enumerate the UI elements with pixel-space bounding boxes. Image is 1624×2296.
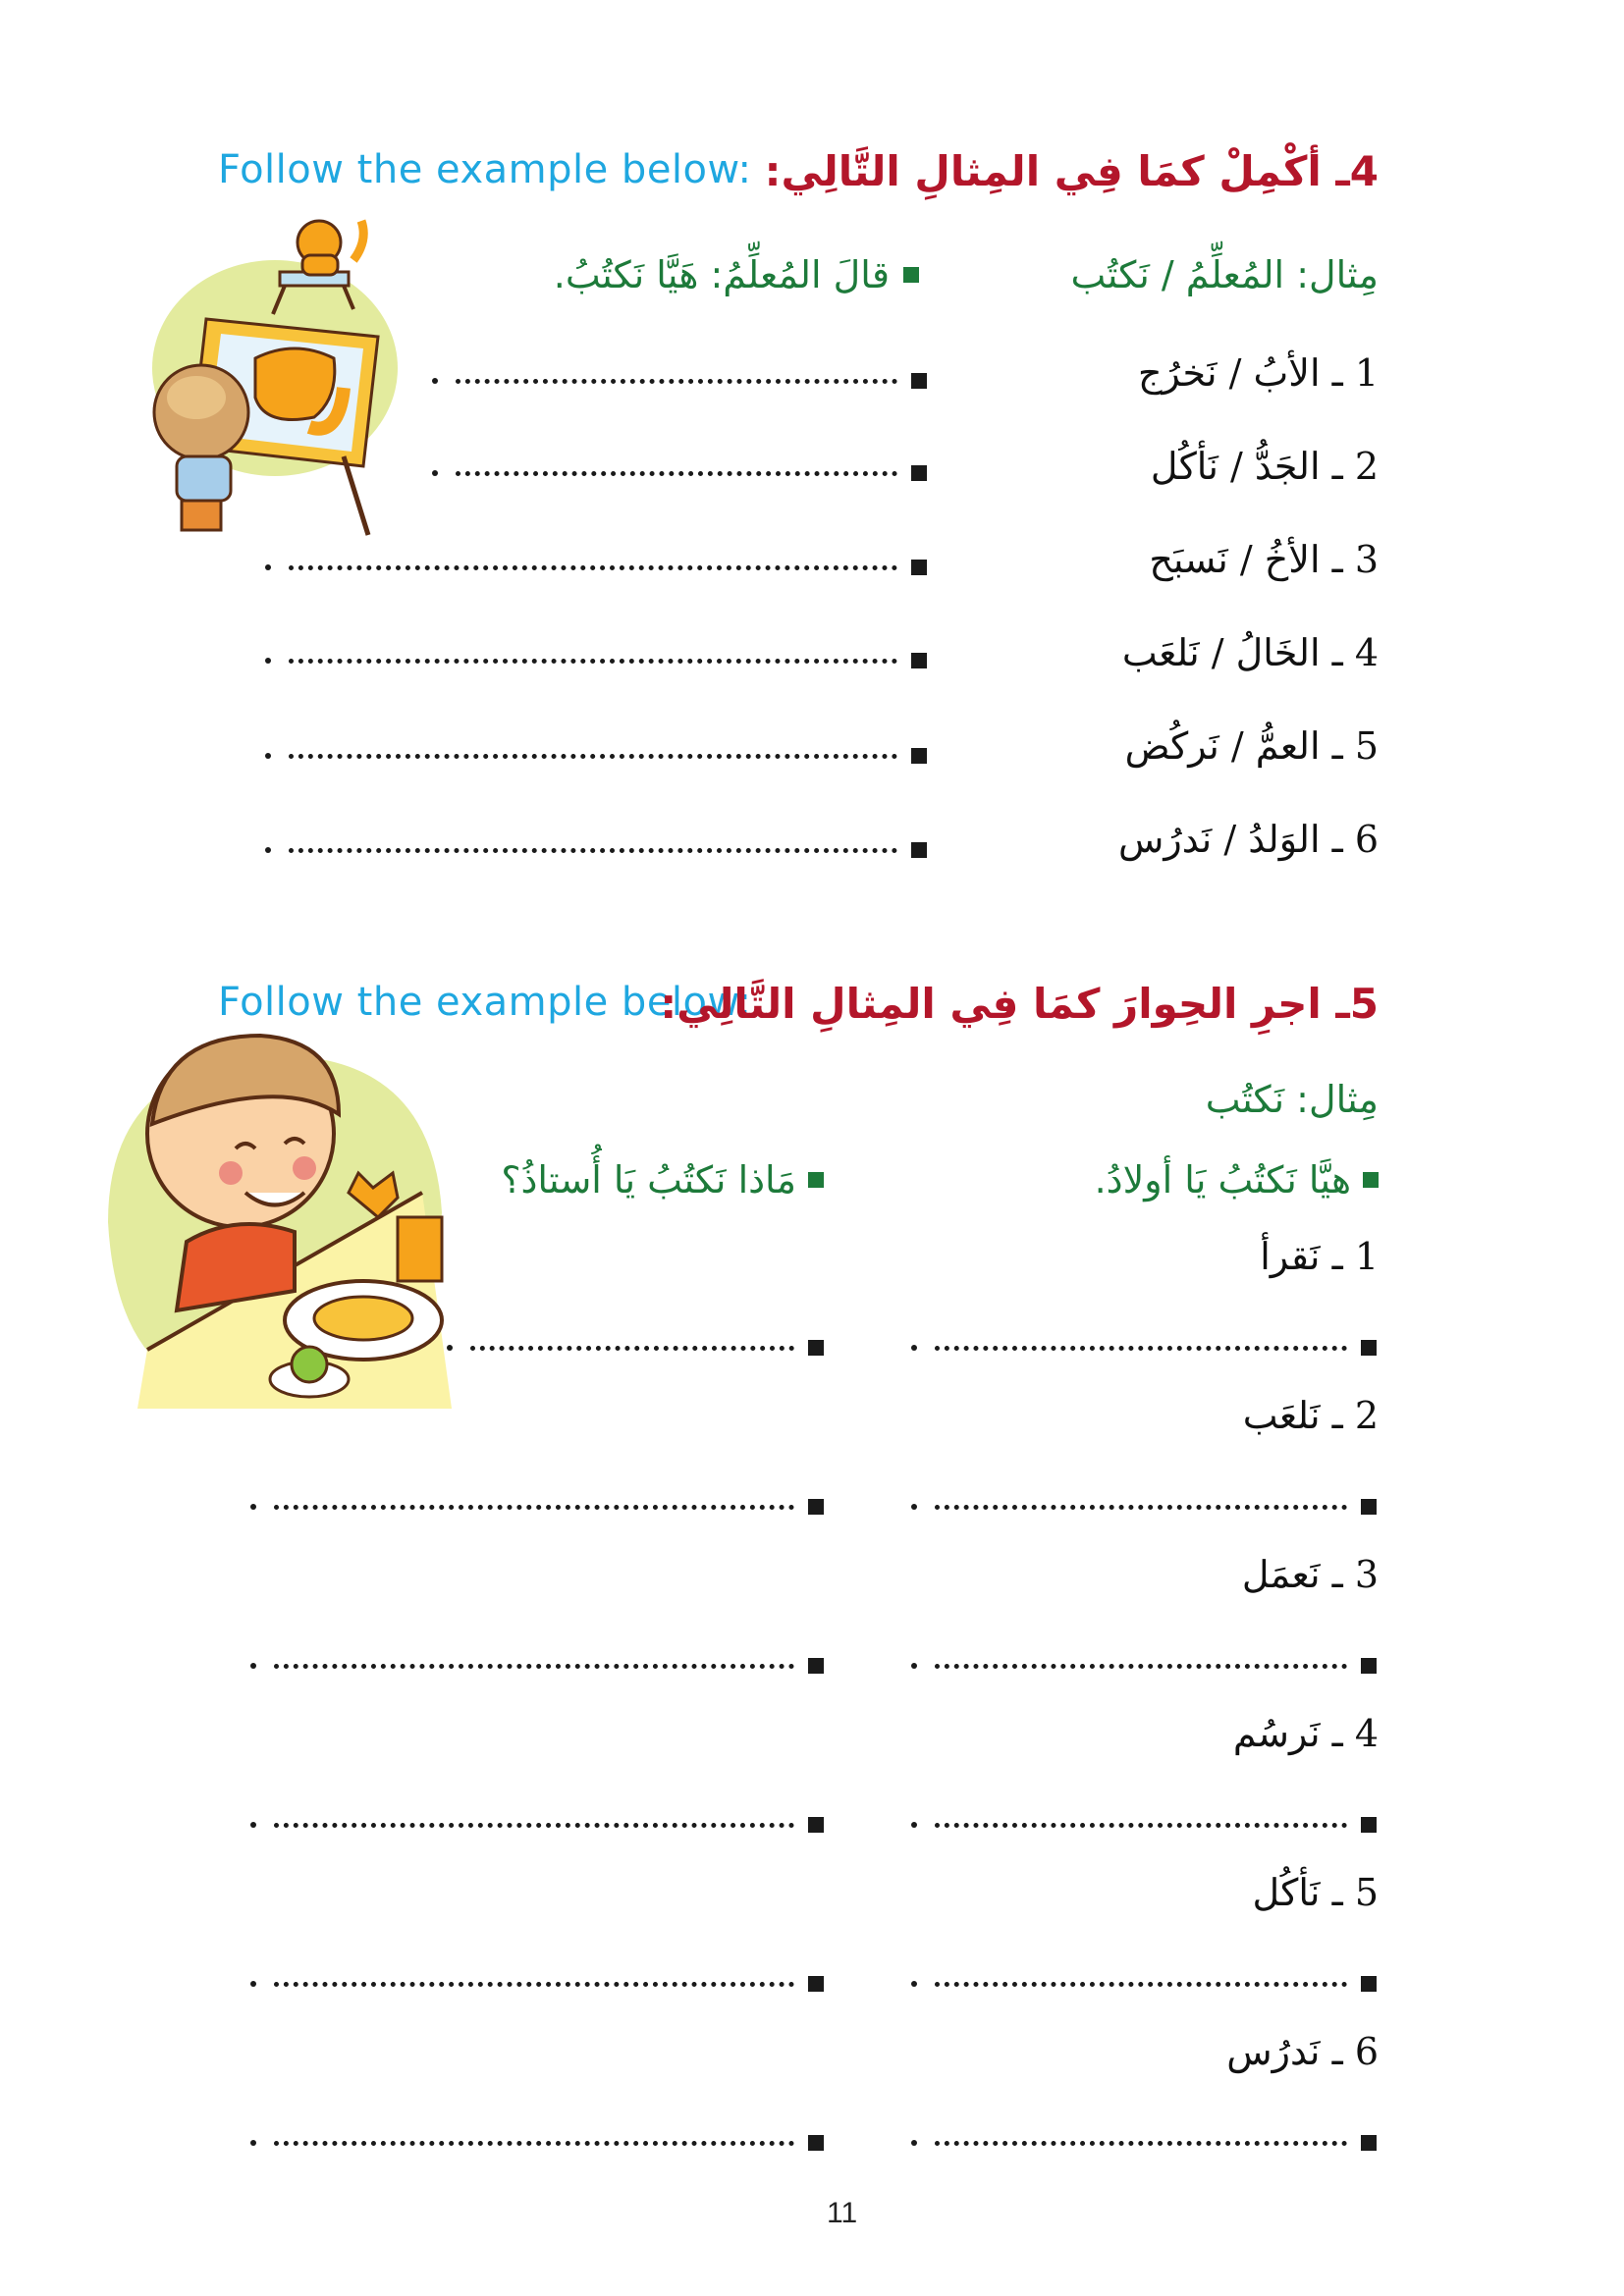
bullet-square-icon <box>808 1658 824 1674</box>
exercise5-prompt-4: 4 ـ نَرسُم <box>1232 1712 1379 1755</box>
boy-eating-breakfast-illustration <box>79 1026 452 1409</box>
exercise5-answer-right-5[interactable] <box>911 1976 1377 1992</box>
period-dot <box>911 2140 917 2146</box>
example-answer-text: قالَ المُعلِّمُ: هَيَّا نَكتُبُ. <box>553 253 890 296</box>
answer-field-3b[interactable] <box>274 1664 794 1669</box>
answer-field-4[interactable] <box>289 659 897 664</box>
answer-field-1[interactable] <box>456 379 897 384</box>
exercise4-english-title: Follow the example below: <box>218 147 752 192</box>
exercise5-answer-right-6[interactable] <box>911 2135 1377 2151</box>
answer-field-4b[interactable] <box>274 1823 794 1828</box>
exercise4-example-label: مِثال: المُعلِّمُ / نَكتُب <box>1070 253 1379 296</box>
period-dot <box>911 1663 917 1669</box>
bullet-square-icon <box>903 267 919 283</box>
period-dot <box>265 847 271 853</box>
exercise5-answer-left-6[interactable] <box>250 2135 824 2151</box>
exercise4-answer-line-5[interactable] <box>265 748 927 764</box>
boy-painting-cat-illustration <box>147 201 432 540</box>
exercise5-prompt-2: 2 ـ نَلعَب <box>1242 1394 1379 1437</box>
answer-field-2b[interactable] <box>274 1505 794 1510</box>
exercise5-example-line-1 <box>1095 1158 1379 1201</box>
exercise4-answer-line-6[interactable] <box>265 842 927 858</box>
bullet-square-icon <box>808 1817 824 1833</box>
answer-field-1b[interactable] <box>470 1346 794 1351</box>
exercise5-answer-left-5[interactable] <box>250 1976 824 1992</box>
exercise5-answer-right-1[interactable] <box>911 1340 1377 1356</box>
exercise4-prompt-4: 4 ـ الخَالُ / نَلعَب <box>1121 631 1379 674</box>
exercise5-arabic-title: 5ـ اجرِ الحِوارَ كمَا فِي المِثالِ التَّالِي: <box>660 980 1379 1028</box>
answer-field-1a[interactable] <box>935 1346 1347 1351</box>
example-line-2-text: مَاذا نَكتُبُ يَا أُستاذُ؟ <box>501 1158 796 1201</box>
exercise4-prompt-3: 3 ـ الأخُ / نَسبَح <box>1149 538 1379 581</box>
period-dot <box>432 470 438 476</box>
period-dot <box>265 564 271 570</box>
bullet-square-icon <box>1361 1976 1377 1992</box>
exercise5-answer-left-2[interactable] <box>250 1499 824 1515</box>
exercise5-answer-right-4[interactable] <box>911 1817 1377 1833</box>
bullet-square-icon <box>808 1499 824 1515</box>
period-dot <box>432 378 438 384</box>
period-dot <box>911 1822 917 1828</box>
exercise5-prompt-1: 1 ـ نَقرأ <box>1260 1235 1379 1278</box>
period-dot <box>250 1822 256 1828</box>
answer-field-5b[interactable] <box>274 1982 794 1987</box>
exercise4-prompt-6: 6 ـ الوَلدُ / نَدرُس <box>1118 818 1379 861</box>
answer-field-5a[interactable] <box>935 1982 1347 1987</box>
exercise5-prompt-5: 5 ـ نَأكُل <box>1252 1871 1379 1914</box>
answer-field-5[interactable] <box>289 754 897 759</box>
exercise5-answer-left-3[interactable] <box>250 1658 824 1674</box>
period-dot <box>250 1663 256 1669</box>
exercise5-answer-left-1[interactable] <box>447 1340 824 1356</box>
period-dot <box>250 2140 256 2146</box>
answer-field-6a[interactable] <box>935 2141 1347 2146</box>
exercise4-answer-line-2[interactable] <box>432 465 927 481</box>
answer-field-2[interactable] <box>456 471 897 476</box>
exercise4-answer-line-4[interactable] <box>265 653 927 668</box>
answer-field-6[interactable] <box>289 848 897 853</box>
exercise5-prompt-3: 3 ـ نَعمَل <box>1241 1553 1379 1596</box>
bullet-square-icon <box>808 2135 824 2151</box>
bullet-square-icon <box>911 465 927 481</box>
bullet-square-icon <box>1361 1817 1377 1833</box>
answer-field-4a[interactable] <box>935 1823 1347 1828</box>
page-number: 11 <box>827 2197 858 2229</box>
bullet-square-icon <box>808 1172 824 1188</box>
exercise4-prompt-1: 1 ـ الأبُ / نَخرُج <box>1137 351 1379 395</box>
exercise4-answer-line-1[interactable] <box>432 373 927 389</box>
bullet-square-icon <box>1361 1499 1377 1515</box>
exercise5-example-line-2 <box>501 1158 824 1201</box>
answer-field-2a[interactable] <box>935 1505 1347 1510</box>
exercise5-answer-right-2[interactable] <box>911 1499 1377 1515</box>
period-dot <box>265 753 271 759</box>
period-dot <box>911 1504 917 1510</box>
period-dot <box>911 1981 917 1987</box>
bullet-square-icon <box>1361 2135 1377 2151</box>
bullet-square-icon <box>911 653 927 668</box>
example-line-1-text: هيَّا نَكتُبُ يَا أولادُ. <box>1094 1158 1351 1201</box>
exercise5-english-title: Follow the example below: <box>218 980 752 1025</box>
bullet-square-icon <box>808 1340 824 1356</box>
bullet-square-icon <box>911 748 927 764</box>
bullet-square-icon <box>1361 1340 1377 1356</box>
exercise4-example-answer <box>554 253 919 296</box>
bullet-square-icon <box>1361 1658 1377 1674</box>
bullet-square-icon <box>911 842 927 858</box>
answer-field-3a[interactable] <box>935 1664 1347 1669</box>
answer-field-3[interactable] <box>289 565 897 570</box>
period-dot <box>447 1345 453 1351</box>
exercise5-example-label: مِثال: نَكتُب <box>1205 1078 1379 1121</box>
period-dot <box>250 1504 256 1510</box>
period-dot <box>250 1981 256 1987</box>
bullet-square-icon <box>808 1976 824 1992</box>
period-dot <box>265 658 271 664</box>
exercise4-answer-line-3[interactable] <box>265 560 927 575</box>
exercise5-answer-right-3[interactable] <box>911 1658 1377 1674</box>
exercise5-prompt-6: 6 ـ نَدرُس <box>1226 2030 1379 2073</box>
answer-field-6b[interactable] <box>274 2141 794 2146</box>
bullet-square-icon <box>1363 1172 1379 1188</box>
exercise4-arabic-title: 4ـ أكْمِلْ كمَا فِي المِثالِ التَّالِي: <box>764 147 1379 195</box>
exercise4-prompt-5: 5 ـ العمُّ / نَركُض <box>1124 724 1379 768</box>
exercise4-prompt-2: 2 ـ الجَدُّ / نَأكُل <box>1150 445 1379 488</box>
exercise5-answer-left-4[interactable] <box>250 1817 824 1833</box>
bullet-square-icon <box>911 373 927 389</box>
bullet-square-icon <box>911 560 927 575</box>
period-dot <box>911 1345 917 1351</box>
